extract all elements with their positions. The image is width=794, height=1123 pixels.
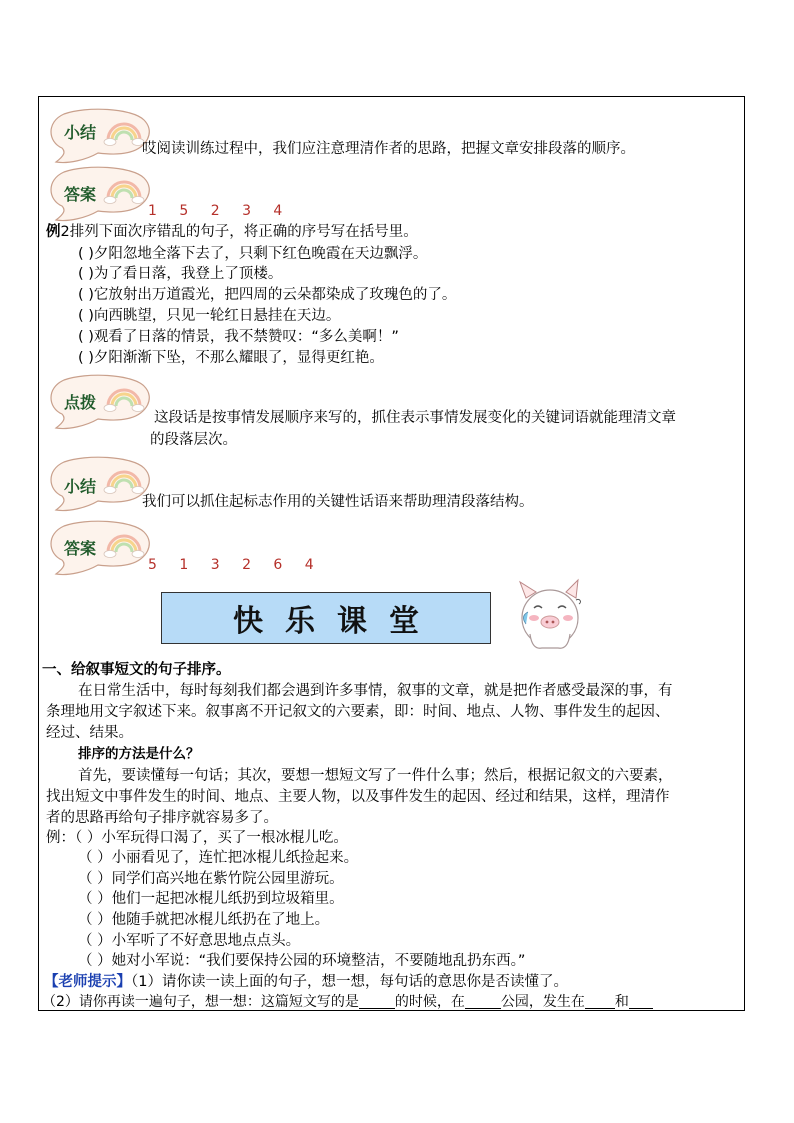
section-paragraph-line: 条理地用文字叙述下来。叙事离不开记叙文的六要素，即：时间、地点、人物、事件发生的起因、	[46, 704, 670, 720]
pig-mascot-icon	[512, 578, 588, 652]
section-paragraph-line: 经过、结果。	[46, 725, 133, 741]
hint-bubble-icon	[46, 374, 158, 432]
example-item: （ ）他随手就把冰棍儿纸扔在了地上。	[78, 912, 330, 928]
example-item: （ ）小军听了不好意思地点点头。	[78, 933, 301, 949]
answer-bubble-icon	[46, 520, 158, 578]
fill-blank[interactable]	[629, 993, 653, 1009]
answer-text: 5 1 3 2 6 4	[148, 557, 323, 573]
method-line: 者的思路再给句子排序就容易多了。	[46, 810, 278, 826]
example-2-item: ( )夕阳忽地全落下去了，只剩下红色晚霞在天边飘浮。	[78, 246, 428, 262]
example-2-item: ( )为了看日落，我登上了顶楼。	[78, 266, 283, 282]
example-2-item: ( )观看了日落的情景，我不禁赞叹：“多么美啊！”	[78, 329, 399, 345]
example-item: （ ）他们一起把冰棍儿纸扔到垃圾箱里。	[78, 891, 344, 907]
teacher-tip-label: 【老师提示】	[44, 974, 131, 990]
example-2-title: 例2排列下面次序错乱的句子，将正确的序号写在括号里。	[46, 224, 418, 240]
example-item: （ ）同学们高兴地在紫竹院公园里游玩。	[78, 871, 344, 887]
fill-blank[interactable]	[585, 993, 615, 1009]
hint-label: 点拨	[64, 393, 97, 412]
example-item: （ ）她对小军说：“我们要保持公园的环境整洁，不要随地乱扔东西。”	[78, 953, 526, 969]
fill-blank[interactable]	[465, 993, 501, 1009]
answer-label: 答案	[64, 539, 97, 558]
happy-classroom-banner: 快乐课堂	[161, 592, 491, 644]
section-heading: 一、给叙事短文的句子排序。	[42, 662, 231, 678]
example-2-item: ( )夕阳渐渐下坠，不那么耀眼了，显得更红艳。	[78, 350, 384, 366]
method-line: 首先，要读懂每一句话；其次，要想一想短文写了一件什么事；然后，根据记叙文的六要素，	[78, 768, 673, 784]
method-line: 找出短文中事件发生的时间、地点、主要人物，以及事件发生的起因、经过和结果，这样，理清作	[46, 789, 670, 805]
fill-blank[interactable]	[359, 993, 395, 1009]
teacher-tip-line: （2）请你再读一遍句子，想一想：这篇短文写的是 的时候，在 公园，发生在 和	[42, 992, 653, 1012]
hint-text-line: 的段落层次。	[150, 432, 237, 448]
example-item: 例：（ ）小军玩得口渴了，买了一根冰棍儿吃。	[46, 830, 348, 846]
hint-text-line: 这段话是按事情发展顺序来写的，抓住表示事情发展变化的关键词语就能理清文章	[154, 410, 676, 426]
summary-label: 小结	[64, 123, 97, 142]
answer-text: 1 5 2 3 4	[148, 203, 292, 219]
section-subheading: 排序的方法是什么？	[78, 746, 200, 762]
example-2-item: ( )它放射出万道霞光，把四周的云朵都染成了玫瑰色的了。	[78, 287, 457, 303]
answer-label: 答案	[64, 185, 97, 204]
summary-label: 小结	[64, 477, 97, 496]
answer-bubble-icon	[46, 166, 158, 224]
example-2-item: ( )向西眺望，只见一轮红日悬挂在天边。	[78, 308, 341, 324]
summary-text: 我们可以抓住起标志作用的关键性话语来帮助理清段落结构。	[142, 494, 534, 510]
teacher-tip-line: 【老师提示】（1）请你读一读上面的句子，想一想，每句话的意思你是否读懂了。	[44, 974, 568, 990]
summary-text: 哎阅读训练过程中，我们应注意理清作者的思路，把握文章安排段落的顺序。	[142, 141, 635, 157]
section-paragraph-line: 在日常生活中，每时每刻我们都会遇到许多事情，叙事的文章，就是把作者感受最深的事，有	[78, 683, 673, 699]
example-item: （ ）小丽看见了，连忙把冰棍儿纸捡起来。	[78, 850, 359, 866]
